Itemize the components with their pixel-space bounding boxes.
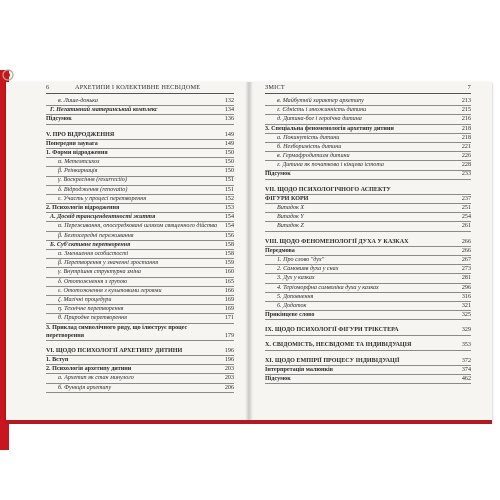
toc-entry-title: 3. Дух у казках: [277, 275, 315, 282]
toc-entry-page: 261: [461, 223, 471, 230]
toc-entry-page: 226: [461, 153, 471, 160]
toc-entry-page: 254: [461, 214, 471, 221]
toc-entry: [46, 213, 234, 222]
running-head: ЗМІСТ: [265, 84, 285, 91]
toc-entry-title: Випадок Z: [277, 223, 304, 230]
toc-entry-title: 1. Вступ: [46, 357, 69, 364]
toc-entry-page: 203: [224, 375, 234, 382]
toc-entry: [265, 357, 471, 366]
toc-entry-title: а. Архетип як стан минулого: [58, 375, 134, 382]
toc-entry: [265, 247, 471, 256]
toc-entry: [46, 131, 234, 140]
toc-entry: [46, 259, 234, 268]
toc-entry-title: XI. ЩОДО ЕМПІРІЇ ПРОЦЕСУ ІНДИВІДУАЦІЇ: [265, 357, 400, 364]
toc-entry-page: 169: [224, 306, 234, 313]
toc-entry-page: 281: [461, 275, 471, 282]
toc-entry: [46, 158, 234, 167]
toc-entry-title: β. Перетворення у значенні зростання: [58, 260, 159, 267]
toc-entry-title: в. Лише-донька: [58, 97, 98, 104]
toc-entry-title: 3. Спеціальна феноменологія архетипу дитини: [265, 125, 394, 132]
toc-entry-title: б. Незборимість дитини: [277, 143, 342, 150]
toc-entry: [46, 167, 234, 176]
toc-entry-title: δ. Відродження (renovatio): [58, 186, 128, 193]
toc-entry-title: VIII. ЩОДО ФЕНОМЕНОЛОГІЇ ДУХА У КАЗКАХ: [265, 238, 409, 245]
toc-entry-page: 165: [224, 278, 234, 285]
toc-entry-title: V. ПРО ВІДРОДЖЕННЯ: [46, 131, 115, 138]
toc-entry-title: 2. Психологія архетипу дитини: [46, 366, 132, 373]
toc-entry: [265, 238, 471, 247]
toc-entry-page: 266: [461, 238, 471, 245]
toc-entry-title: ζ. Магічні процедури: [58, 296, 112, 303]
toc-entry-page: 149: [224, 140, 234, 147]
toc-entry: [46, 195, 234, 204]
toc-entry-page: 273: [461, 266, 471, 273]
toc-entry: [46, 97, 234, 106]
toc-entry-page: 296: [461, 284, 471, 291]
toc-entry-title: Г. Негативний материнський комплекс: [50, 107, 158, 114]
toc-entry-page: 372: [461, 357, 471, 364]
toc-entry: [265, 106, 471, 115]
toc-entry: [265, 204, 471, 213]
toc-entry: [265, 186, 471, 195]
toc-entry-page: 150: [224, 149, 234, 156]
toc-entry: [46, 324, 234, 341]
toc-entry-page: 158: [224, 250, 234, 257]
toc-entry-title: Передмова: [265, 247, 295, 254]
toc-entry-page: 151: [224, 186, 234, 193]
toc-entry-page: 216: [461, 116, 471, 123]
toc-entry-title: в. Майбутній характер архетипу: [277, 97, 364, 104]
toc-entry-title: η. Технічне перетворення: [58, 306, 124, 313]
toc-entry: [46, 314, 234, 323]
toc-entry-title: γ. Внутрішня структурна зміна: [58, 269, 141, 276]
toc-entry: [265, 293, 471, 302]
toc-entry-page: 134: [224, 107, 234, 114]
toc-entry: [265, 125, 471, 134]
left-page-header: [46, 84, 234, 94]
toc-entry-title: Випадок Y: [277, 214, 304, 221]
toc-entry: [46, 347, 234, 356]
toc-entry-page: 218: [461, 134, 471, 141]
toc-entry: [265, 171, 471, 180]
toc-entry-title: а. Покинутість дитини: [277, 134, 340, 141]
toc-entry-title: 1. Форми відродження: [46, 149, 108, 156]
toc-entry-title: г. Єдність і множинність дитини: [277, 107, 367, 114]
toc-entry-title: 5. Доповнення: [277, 293, 314, 300]
toc-entry-title: 2. Психологія відродження: [46, 205, 120, 212]
toc-entry-page: 233: [461, 171, 471, 178]
toc-entry-page: 136: [224, 116, 234, 123]
toc-entry-title: Підсумок: [265, 171, 291, 178]
toc-entry: [265, 152, 471, 161]
toc-entry: [46, 365, 234, 374]
toc-entry-page: 152: [224, 195, 234, 202]
left-page: [46, 84, 234, 393]
toc-entry-title: ФІГУРИ КОРИ: [265, 195, 309, 202]
toc-entry-title: перетворення: [46, 332, 85, 339]
right-page: [265, 84, 471, 384]
toc-entry-title: Б. Суб'єктивне перетворення: [50, 241, 131, 248]
page-number: 7: [467, 84, 471, 91]
toc-entry-title: VI. ЩОДО ПСИХОЛОГІЇ АРХЕТИПУ ДИТИНИ: [46, 347, 183, 354]
toc-entry-page: 218: [461, 125, 471, 132]
toc-entry-title: δ. Ототожнення з групою: [58, 278, 128, 285]
toc-entry-page: 154: [224, 214, 234, 221]
toc-entry: [46, 222, 234, 231]
toc-entry: [265, 375, 471, 384]
toc-entry-page: 196: [224, 357, 234, 364]
toc-entry: [265, 161, 471, 170]
toc-entry-page: 153: [224, 205, 234, 212]
toc-entry-page: 171: [224, 315, 234, 322]
toc-entry-page: 215: [461, 107, 471, 114]
toc-entry-page: 150: [224, 168, 234, 175]
running-head: АРХЕТИПИ І КОЛЕКТИВНЕ НЕСВІДОМЕ: [75, 84, 201, 91]
toc-entry: [265, 222, 471, 231]
toc-entry-page: 151: [224, 177, 234, 184]
toc-entry-page: 132: [224, 97, 234, 104]
toc-entry-page: 166: [224, 287, 234, 294]
toc-entry-title: 2. Самовияв духа у снах: [277, 266, 339, 273]
toc-entry: [265, 302, 471, 311]
toc-entry-title: Інтерпретація малюнків: [265, 366, 334, 373]
toc-entry-page: 228: [461, 162, 471, 169]
toc-entry-title: 6. Додаток: [277, 302, 307, 309]
toc-entry: [265, 311, 471, 320]
toc-entry-title: X. СВІДОМІСТЬ, НЕСВІДОМЕ ТА ІНДИВІДУАЦІЯ: [265, 342, 412, 349]
toc-entry-title: г. Дитина як початкова і кінцева істота: [277, 162, 384, 169]
toc-entry-page: 325: [461, 312, 471, 319]
toc-entry-page: 158: [224, 241, 234, 248]
toc-entry: [265, 342, 471, 351]
toc-entry: [46, 356, 234, 365]
toc-entry-page: 221: [461, 143, 471, 150]
toc-entry-title-cont: [46, 332, 234, 340]
toc-entry-title: α. Зменшення особистості: [58, 250, 129, 257]
toc-entry-page: 462: [461, 376, 471, 383]
toc-entry-title: в. Гермафродитизм дитини: [277, 153, 350, 160]
toc-entry-page: 206: [224, 384, 234, 391]
toc-entry-page: 237: [461, 195, 471, 202]
toc-entry: [265, 256, 471, 265]
toc-entry: [46, 149, 234, 158]
toc-entry-page: 213: [461, 97, 471, 104]
book-gutter: [245, 82, 253, 420]
toc-entry: [265, 97, 471, 106]
right-page-header: [265, 84, 471, 94]
toc-entry: [46, 374, 234, 383]
toc-entry-title: α. Метемпсихоз: [58, 159, 100, 166]
toc-entry-page: 321: [461, 302, 471, 309]
toc-entry-page: 179: [224, 332, 234, 339]
toc-entry: [46, 140, 234, 149]
toc-entry-title: Підсумок: [265, 376, 291, 383]
toc-entry-title: γ. Воскресіння (resurrectio): [58, 177, 127, 184]
toc-entry-page: 266: [461, 247, 471, 254]
toc-entry: [265, 366, 471, 375]
toc-entry-title: α. Переживання, опосередковані шляхом священного дійства: [58, 223, 217, 230]
toc-entry-page: 374: [461, 366, 471, 373]
toc-entry-title: 1. Про слово "дух": [277, 256, 325, 263]
toc-entry: [46, 305, 234, 314]
toc-entry-page: 353: [461, 342, 471, 349]
toc-entry: [265, 115, 471, 124]
book-cover-bottom: [6, 420, 492, 424]
toc-entry-title: б. Функція архетипу: [58, 384, 112, 391]
toc-entry: [46, 287, 234, 296]
toc-entry-page: 156: [224, 232, 234, 239]
toc-entry-title: θ. Природне перетворення: [58, 315, 127, 322]
toc-entry-page: 149: [224, 131, 234, 138]
toc-entry-page: 267: [461, 256, 471, 263]
toc-entry: [46, 186, 234, 195]
page-number: 6: [46, 84, 50, 91]
toc-entry: [265, 274, 471, 283]
toc-entry: [46, 177, 234, 186]
toc-entry: [265, 284, 471, 293]
table-of-contents: [46, 97, 234, 393]
toc-entry-page: 160: [224, 269, 234, 276]
toc-entry-title: ε. Ототожнення з культовими героями: [58, 287, 162, 294]
toc-entry: [265, 143, 471, 152]
table-of-contents: [265, 97, 471, 384]
toc-entry-title: 3. Приклад символічного ряду, що ілюструє процес: [46, 324, 188, 331]
toc-entry: [265, 195, 471, 204]
toc-entry-title: А. Досвід трансцендентності життя: [50, 214, 156, 221]
toc-entry-page: 251: [461, 205, 471, 212]
toc-entry-page: 316: [461, 293, 471, 300]
toc-entry-title: IX. ЩОДО ПСИХОЛОГІЇ ФІГУРИ ТРІКСТЕРА: [265, 327, 399, 334]
toc-entry-title: β. Реінкарнація: [58, 168, 98, 175]
toc-entry-page: 159: [224, 260, 234, 267]
toc-entry: [46, 278, 234, 287]
toc-entry-page: 169: [224, 296, 234, 303]
toc-entry: [46, 250, 234, 259]
toc-entry-title: Випадок X: [277, 205, 305, 212]
toc-entry-title: 4. Теріоморфна символіка духа у казках: [277, 284, 379, 291]
toc-entry: [265, 213, 471, 222]
toc-entry: [265, 265, 471, 274]
toc-entry: [46, 232, 234, 241]
toc-entry: [46, 384, 234, 393]
toc-entry: [46, 106, 234, 115]
toc-entry-page: 196: [224, 347, 234, 354]
toc-entry-page: 329: [461, 327, 471, 334]
toc-entry-page: 150: [224, 159, 234, 166]
toc-entry-title: Прикінцеве слово: [265, 312, 315, 319]
toc-entry-title: VII. ЩОДО ПСИХОЛОГІЧНОГО АСПЕКТУ: [265, 186, 391, 193]
toc-entry-page: 154: [224, 223, 234, 230]
toc-entry: [46, 241, 234, 250]
toc-entry: [46, 204, 234, 213]
toc-entry-title: Підсумок: [46, 116, 72, 123]
toc-entry-title: ε. Участь у процесі перетворення: [58, 195, 147, 202]
toc-entry: [46, 115, 234, 124]
toc-entry-title: Попередня заувага: [46, 140, 98, 147]
toc-entry: [265, 134, 471, 143]
toc-entry: [46, 296, 234, 305]
toc-entry-page: 203: [224, 366, 234, 373]
toc-entry-title: β. Безпосередні переживання: [58, 232, 134, 239]
toc-entry: [46, 268, 234, 277]
toc-entry-title: д. Дитина-бог і героїчна дитина: [277, 116, 362, 123]
toc-entry: [265, 326, 471, 335]
